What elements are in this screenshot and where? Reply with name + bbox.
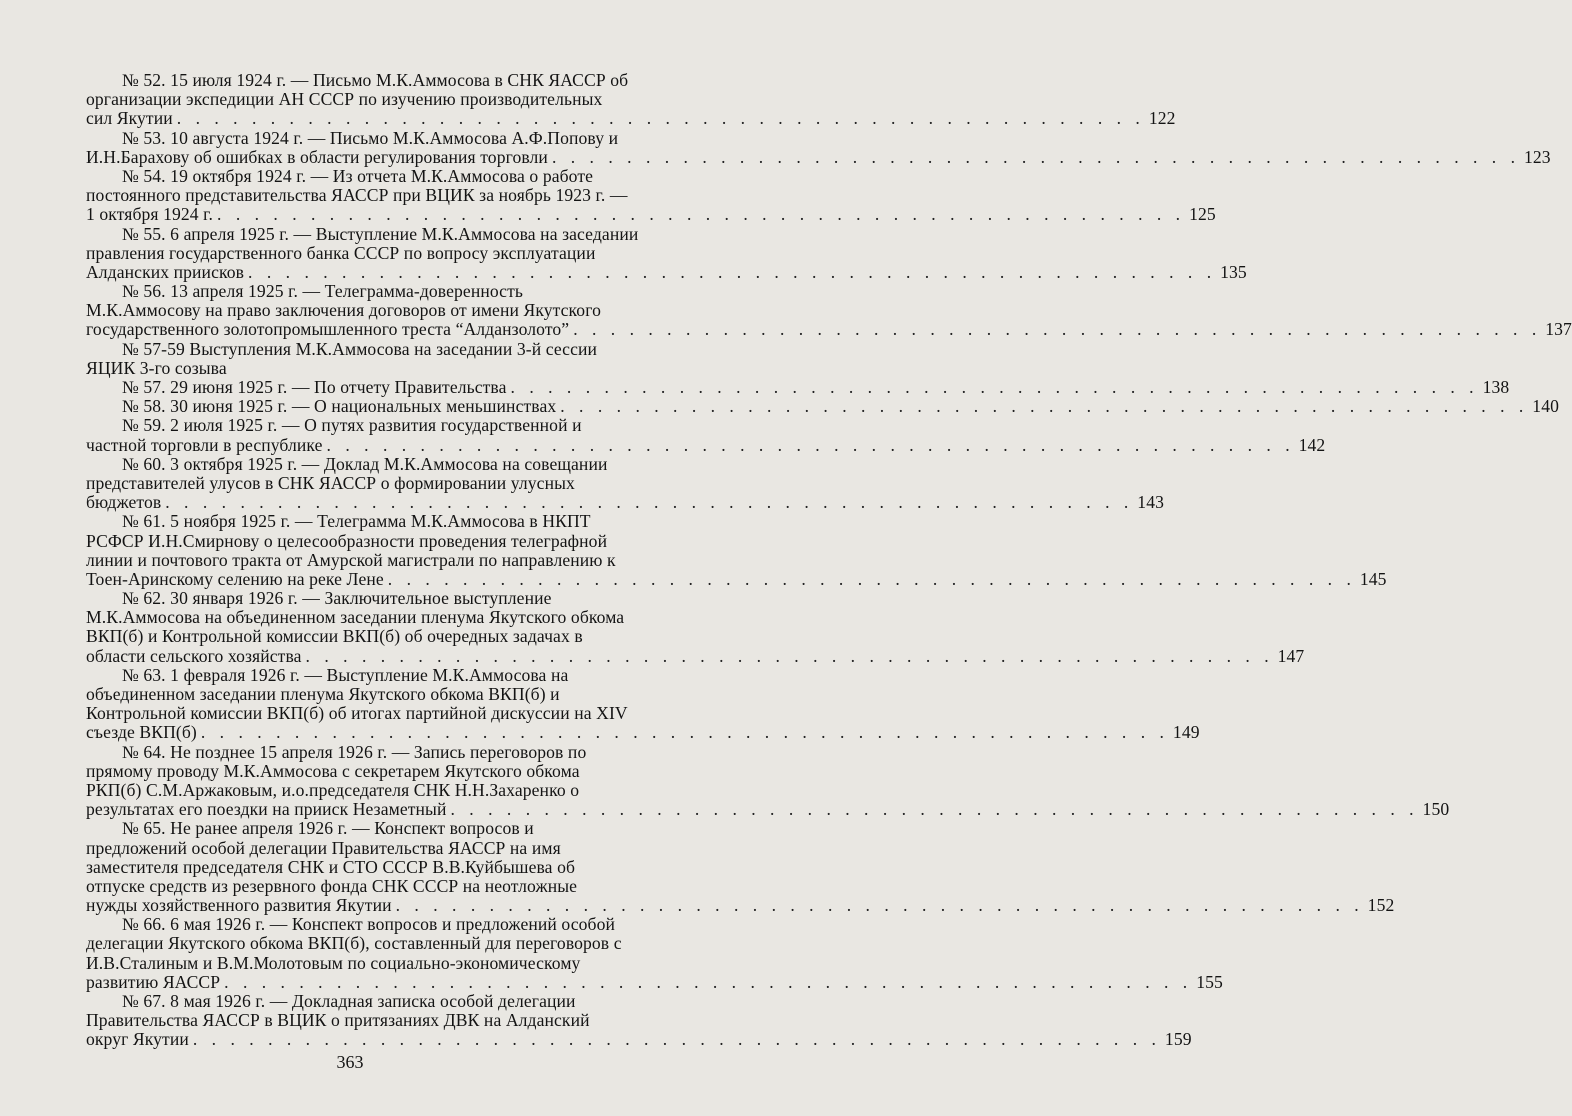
toc-entry: [86, 70, 1176, 129]
toc-page-number: 143: [1137, 492, 1164, 513]
toc-entry-line: заместителя председателя СНК и СТО СССР В.В.Куйбышева об: [86, 856, 576, 877]
toc-entry-heading-line: № 62. 30 января 1926 г. — Заключительное выступление: [122, 588, 552, 609]
dot-leader: . . . . . . . . . . . . . . . . . . . . . . . . . . . . . . . . . . . . . . . . . . . . . . . . . . . .: [165, 492, 1134, 513]
toc-page-number: 135: [1220, 261, 1247, 282]
toc-entry-heading-line: № 66. 6 мая 1926 г. — Конспект вопросов и предложений особой: [122, 914, 616, 935]
dot-leader: . . . . . . . . . . . . . . . . . . . . . . . . . . . . . . . . . . . . . . . . . . . . . . . . . . . .: [395, 895, 1364, 916]
toc-entry-heading-line: № 64. Не позднее 15 апреля 1926 г. — Запись переговоров по: [122, 741, 587, 762]
toc-entry-text: И.Н.Барахову об ошибках в области регулирования торговли: [86, 146, 548, 167]
dot-leader: . . . . . . . . . . . . . . . . . . . . . . . . . . . . . . . . . . . . . . . . . . . . . . . . . . . .: [326, 434, 1295, 455]
toc-entry-heading-line: № 67. 8 мая 1926 г. — Докладная записка особой делегации: [122, 991, 576, 1011]
toc-entry-line: правления государственного банка СССР по вопросу эксплуатации: [86, 242, 596, 263]
toc-entry-heading-line: [86, 396, 1559, 417]
toc-entry: [86, 340, 626, 378]
toc-entry-heading-line: [86, 377, 1510, 397]
toc-entry-heading-line: № 65. Не ранее апреля 1926 г. — Конспект вопросов и: [122, 818, 534, 839]
toc-entry-line: [86, 108, 1176, 129]
toc-entry-line: линии и почтового тракта от Амурской магистрали по направлению к: [86, 549, 616, 570]
toc-entry: [86, 165, 1216, 225]
toc-page-number: 152: [1367, 895, 1395, 916]
toc-entry: [86, 127, 1551, 167]
toc-entry: [86, 818, 1395, 916]
toc-page-number: 140: [1532, 396, 1559, 417]
toc-entry-line: прямому проводу М.К.Аммосова с секретарем Якутского обкома: [86, 760, 580, 781]
toc-entry-line: [86, 146, 1551, 167]
dot-leader: . . . . . . . . . . . . . . . . . . . . . . . . . . . . . . . . . . . . . . . . . . . . . . . . . . . .: [387, 568, 1356, 589]
toc-page-number: 122: [1148, 108, 1176, 129]
toc-entry: [86, 588, 1305, 666]
dot-leader: . . . . . . . . . . . . . . . . . . . . . . . . . . . . . . . . . . . . . . . . . . . . . . . . . . . .: [551, 146, 1520, 167]
toc-page-number: 147: [1277, 645, 1305, 666]
toc-page-number: 145: [1359, 568, 1387, 589]
dot-leader: . . . . . . . . . . . . . . . . . . . . . . . . . . . . . . . . . . . . . . . . . . . . . . . . . . . .: [200, 722, 1169, 743]
toc-entry-text: № 57. 29 июня 1925 г. — По отчету Правительства: [122, 377, 507, 397]
toc-entry-text: 1 октября 1924 г.: [86, 204, 214, 225]
toc-entry-line: И.В.Сталиным и В.М.Молотовым по социально-экономическому: [86, 952, 581, 973]
dot-leader: . . . . . . . . . . . . . . . . . . . . . . . . . . . . . . . . . . . . . . . . . . . . . . . . . . . .: [217, 204, 1186, 225]
toc-entry-line: [86, 722, 1200, 743]
toc-entry: [86, 415, 1326, 455]
toc-entry-heading-line: № 57-59 Выступления М.К.Аммосова на заседании 3-й сессии: [122, 338, 598, 359]
toc-entry-heading-line: № 54. 19 октября 1924 г. — Из отчета М.К.Аммосова о работе: [122, 165, 594, 186]
toc-entry-line: РКП(б) С.М.Аржаковым, и.о.председателя СНК Н.Н.Захаренко о: [86, 779, 580, 800]
toc-entry-heading-line: № 61. 5 ноября 1925 г. — Телеграмма М.К.Аммосова в НКПТ: [122, 511, 591, 532]
toc-entry-heading-line: № 59. 2 июля 1925 г. — О путях развития государственной и: [122, 415, 582, 436]
table-of-contents: [86, 70, 1572, 1050]
toc-entry-heading-line: № 56. 13 апреля 1925 г. — Телеграмма-доверенность: [122, 281, 524, 302]
toc-page-number: 125: [1189, 204, 1216, 225]
toc-entry-line: [86, 799, 1450, 820]
toc-entry-line: [86, 895, 1395, 916]
toc-entry-line: [86, 645, 1305, 666]
toc-entry-line: [86, 261, 1247, 282]
toc-entry-heading-line: № 52. 15 июля 1924 г. — Письмо М.К.Аммосова в СНК ЯАССР об: [122, 70, 629, 90]
toc-page-number: 150: [1422, 799, 1450, 820]
toc-entry-line: ВКП(б) и Контрольной комиссии ВКП(б) об очередных задачах в: [86, 626, 583, 647]
toc-entry-line: Контрольной комиссии ВКП(б) об итогах партийной дискуссии на XIV: [86, 703, 628, 724]
dot-leader: . . . . . . . . . . . . . . . . . . . . . . . . . . . . . . . . . . . . . . . . . . . . . . . . . . . .: [248, 261, 1217, 282]
toc-entry-heading-line: № 55. 6 апреля 1925 г. — Выступление М.К.Аммосова на заседании: [122, 223, 639, 244]
dot-leader: . . . . . . . . . . . . . . . . . . . . . . . . . . . . . . . . . . . . . . . . . . . . . . . . . . . .: [560, 396, 1529, 417]
toc-entry-line: [86, 568, 1387, 589]
toc-entry-text: Тоен-Аринскому селению на реке Лене: [86, 568, 384, 589]
toc-entry-line: [86, 319, 1572, 340]
toc-entry: [86, 453, 1164, 513]
toc-entry-text: развитию ЯАССР: [86, 971, 221, 992]
dot-leader: . . . . . . . . . . . . . . . . . . . . . . . . . . . . . . . . . . . . . . . . . . . . . . . . . . . .: [224, 971, 1193, 992]
toc-entry-text: результатах его поездки на прииск Незаметный: [86, 799, 447, 820]
toc-page-number: 142: [1298, 434, 1326, 455]
dot-leader: . . . . . . . . . . . . . . . . . . . . . . . . . . . . . . . . . . . . . . . . . . . . . . . . . . . .: [192, 1029, 1161, 1050]
toc-entry: [86, 281, 1572, 340]
toc-entry: [86, 223, 1247, 283]
toc-entry: [86, 914, 1223, 992]
toc-entry-line: представителей улусов в СНК ЯАССР о формировании улусных: [86, 472, 575, 493]
toc-page-number: 137: [1545, 319, 1572, 340]
toc-page-number: 155: [1196, 971, 1223, 992]
toc-entry-heading-line: № 60. 3 октября 1925 г. — Доклад М.К.Аммосова на совещании: [122, 453, 608, 474]
toc-entry-line: [86, 971, 1223, 992]
dot-leader: . . . . . . . . . . . . . . . . . . . . . . . . . . . . . . . . . . . . . . . . . . . . . . . . . . . .: [305, 645, 1274, 666]
toc-entry-line: предложений особой делегации Правительства ЯАССР на имя: [86, 837, 561, 858]
toc-entry-text: Алданских приисков: [86, 261, 245, 282]
toc-entry-line: организации экспедиции АН СССР по изучению производительных: [86, 89, 603, 110]
toc-entry-text: государственного золотопромышленного треста “Алданзолото”: [86, 319, 570, 340]
toc-page-number: 138: [1482, 377, 1510, 397]
toc-page-number: 159: [1164, 1029, 1192, 1050]
toc-entry-line: Правительства ЯАССР в ВЦИК о притязаниях ДВК на Алданский: [86, 1010, 590, 1031]
toc-entry-heading-line: № 63. 1 февраля 1926 г. — Выступление М.К.Аммосова на: [122, 664, 569, 685]
toc-entry: [86, 377, 1510, 397]
toc-entry: [86, 396, 1559, 417]
toc-entry-text: частной торговли в республике: [86, 434, 323, 455]
toc-entry-line: делегации Якутского обкома ВКП(б), составленный для переговоров с: [86, 933, 622, 954]
toc-entry-text: сил Якутии: [86, 108, 173, 129]
toc-entry-line: [86, 492, 1164, 513]
toc-entry-line: [86, 204, 1216, 225]
toc-entry-heading-line: № 53. 10 августа 1924 г. — Письмо М.К.Аммосова А.Ф.Попову и: [122, 127, 619, 148]
toc-entry-line: объединенном заседании пленума Якутского обкома ВКП(б) и: [86, 684, 560, 704]
toc-entry-line: отпуске средств из резервного фонда СНК СССР на неотложные: [86, 875, 578, 896]
dot-leader: . . . . . . . . . . . . . . . . . . . . . . . . . . . . . . . . . . . . . . . . . . . . . . . . . . . .: [510, 377, 1479, 397]
toc-entry-line: [86, 359, 626, 378]
dot-leader: . . . . . . . . . . . . . . . . . . . . . . . . . . . . . . . . . . . . . . . . . . . . . . . . . . . .: [573, 319, 1542, 340]
toc-entry-line: РСФСР И.Н.Смирнову о целесообразности проведения телеграфной: [86, 530, 608, 551]
toc-entry-text: округ Якутии: [86, 1029, 189, 1050]
page-number: 363: [336, 1052, 364, 1072]
toc-entry-line: [86, 1029, 1192, 1050]
toc-entry-text: № 58. 30 июня 1925 г. — О национальных меньшинствах: [122, 396, 557, 417]
toc-entry: [86, 741, 1450, 820]
toc-entry-text: нужды хозяйственного развития Якутии: [86, 895, 392, 916]
toc-entry: [86, 991, 1192, 1050]
dot-leader: . . . . . . . . . . . . . . . . . . . . . . . . . . . . . . . . . . . . . . . . . . . . . . . . . . . .: [176, 108, 1145, 129]
toc-page-number: 123: [1524, 146, 1551, 167]
toc-entry-line: М.К.Аммосову на право заключения договоров от имени Якутского: [86, 300, 601, 321]
toc-entry-text: области сельского хозяйства: [86, 645, 302, 666]
toc-entry-text: ЯЦИК 3-го созыва: [86, 357, 227, 378]
dot-leader: . . . . . . . . . . . . . . . . . . . . . . . . . . . . . . . . . . . . . . . . . . . . . . . . . . . .: [450, 799, 1419, 820]
toc-entry-line: постоянного представительства ЯАССР при ВЦИК за ноябрь 1923 г. —: [86, 185, 628, 206]
toc-entry: [86, 511, 1387, 589]
toc-page-number: 149: [1172, 722, 1200, 743]
toc-entry: [86, 664, 1200, 743]
toc-entry-text: съезде ВКП(б): [86, 722, 197, 743]
toc-entry-text: бюджетов: [86, 492, 162, 513]
toc-entry-line: [86, 434, 1326, 455]
toc-entry-line: М.К.Аммосова на объединенном заседании пленума Якутского обкома: [86, 607, 625, 628]
